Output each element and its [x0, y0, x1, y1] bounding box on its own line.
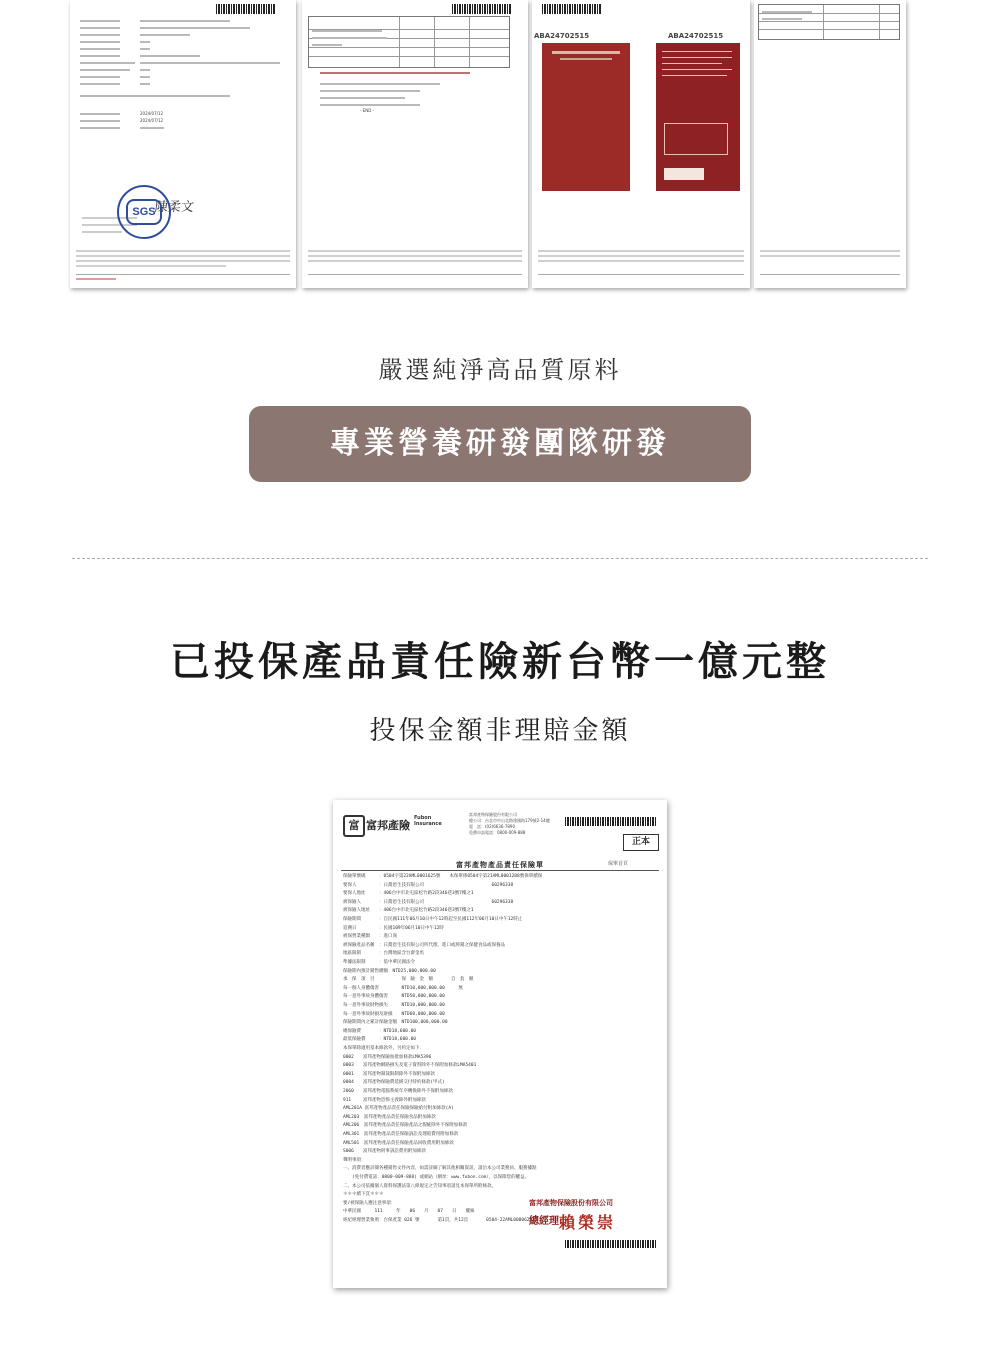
sgs-logo-icon: SGS: [126, 199, 162, 225]
fubon-logo-icon: 富: [343, 815, 365, 837]
policy-line: AML203 富邦產物產品責任保險食品附加條款: [343, 1114, 436, 1120]
insurer-name-en: Fubon Insurance: [414, 815, 442, 827]
barcode: [565, 817, 657, 826]
policy-line: 0003 富邦產物網路損失及電子資料除外不保附加條款LMA5401: [343, 1063, 477, 1069]
policy-line: 每一意外事故身體傷害 NTD50,000,000.00: [343, 994, 445, 1000]
seal-name: 賴榮崇: [559, 1213, 617, 1232]
policy-line: 被保險人地址 ：406台中市北屯區松竹路2段346巷3號7樓之1: [343, 908, 474, 914]
report-page-1: [70, 0, 296, 288]
seal-company: 富邦產物保險股份有限公司: [529, 1199, 613, 1207]
policy-line: AML201A 富邦產物產品責任保險保險給付附加條款(A): [343, 1106, 454, 1112]
policy-line: 保險期間內之累計保險金額 NTD100,000,000.00: [343, 1020, 448, 1026]
date-received: 2024/07/12: [140, 111, 164, 116]
policy-line: AML206 富邦產物產品責任保險產品之瑕疵除外不保附加條款: [343, 1123, 468, 1129]
policy-line: 每一意外事故財損及財損 NTD60,000,000.00: [343, 1011, 445, 1017]
insurance-heading: 已投保產品責任險新台幣一億元整: [170, 639, 830, 685]
policy-line: S006 富邦產物刑事訴訟費用附加條款: [343, 1149, 426, 1155]
policy-line: 911 富邦產物恐怖主義除外附加條款: [343, 1097, 426, 1103]
policy-title: 富邦產物產品責任保險單: [456, 861, 544, 869]
method-table: [758, 4, 900, 40]
policy-line: 0084 富邦產物保險費延緩交付特約條款(甲式): [343, 1080, 445, 1086]
policy-line: 追溯日 ：民國109年06月10日中午12時: [343, 925, 444, 931]
policy-line: 本保單除適用基本條款外，另約定如下：: [343, 1046, 424, 1051]
policy-line: 被保險產品名稱 ：日喬恩生技有限公司所代理、進口或經銷之保健食品或保養品: [343, 942, 505, 948]
policy-line: 經紀經理營業執照：台保產業 026 號 第1頁，共12頁 0504-22AML0000625: [343, 1218, 533, 1223]
barcode-bottom: [565, 1240, 657, 1248]
policy-line: 聲明事項：: [343, 1157, 366, 1163]
section-divider: [72, 558, 928, 559]
page-label: 保單首頁: [608, 861, 629, 867]
policy-line: 中華民國 111 年 06 月 07 日 覆核: [343, 1209, 475, 1215]
section-subtitle: 嚴選純淨高品質原料: [378, 356, 622, 384]
test-report-strip: [70, 0, 906, 292]
policy-line: 準據法限制 ：依中華民國法令: [343, 960, 415, 965]
policy-line: 保險期間 ：自民國111年06月10日中午12時起至民國112年06月10日中午12時止: [343, 917, 523, 922]
end-marker: - END -: [360, 108, 375, 113]
policy-line: 總保險費 ：NTD18,600.00: [343, 1028, 417, 1034]
date-tested: 2024/07/12: [140, 118, 164, 123]
report-page-4: [754, 0, 906, 288]
policy-line: 每一個人身體傷害 NTD10,000,000.00 無: [343, 985, 463, 991]
policy-line: 每一意外事故財物損失 NTD10,000,000.00: [343, 1003, 445, 1008]
policy-line: 保險期內預計銷售總額：NTD25,000,000.00: [343, 968, 436, 974]
policy-line: 0001 富邦產物制裁限制除外不保附加條款: [343, 1071, 435, 1077]
policy-line: 一、消費者應詳閱各種銷售文件內容，如需詳細了解其他相關資訊，請洽本公司業務員、服務據點: [343, 1166, 537, 1172]
sgs-seal: [117, 185, 171, 239]
policy-line: ＊＊＊續下頁＊＊＊: [343, 1192, 384, 1198]
original-stamp: 正本: [623, 834, 659, 851]
policy-line: 要保人地址 ：406台中市北屯區松竹路2段346巷3號7樓之1: [343, 891, 474, 897]
product-photo-back: [656, 43, 740, 191]
policy-line: 2060 富邦產物電腦系統年序轉換除外不保附加條款: [343, 1089, 453, 1094]
policy-line: 被保險人 ：日喬恩生技有限公司 60296338: [343, 899, 514, 905]
policy-line: 保險單號碼 ：0504字第22AML0001625號 本保單係0504字第21AML0001288號保單續保: [343, 874, 543, 879]
policy-line: 地區限制 ：台灣地區含台澎金馬: [343, 951, 424, 957]
product-photo-front: [542, 43, 630, 191]
policy-line: 要保人 ：日喬恩生技有限公司 60296338: [343, 882, 514, 888]
insurer-address: 富邦產物保險股份有限公司 總公司：台北市中山北路建國路179號2-14樓 電 話：(02)6636-7890 免費申訴電話：0800-009-888: [469, 812, 550, 835]
report-number-2: ABA24702515: [668, 32, 724, 40]
results-table: [308, 16, 510, 68]
report-number-1: ABA24702515: [534, 32, 590, 40]
report-page-2: [302, 0, 528, 288]
policy-line: 0002 富邦產物保險加批加條款LMA5396: [343, 1054, 432, 1060]
report-page-3: [532, 0, 750, 288]
policy-line: AML301 富邦產物產品責任保險訴訟及理賠費用附加條款: [343, 1132, 459, 1137]
policy-line: 承 保 項 目 保 險 金 額 自 負 額: [343, 977, 474, 983]
policy-line: 被保營業種類 ：進口商: [343, 934, 397, 940]
policy-line: 最低保險費 ：NTD18,600.00: [343, 1037, 417, 1043]
seal-title: 總經理: [529, 1216, 559, 1227]
policy-line: 要/被保險人應注意事項：: [343, 1200, 396, 1206]
policy-line: AML501 富邦產物產品責任保險產品回收費用附加條款: [343, 1140, 454, 1146]
signature: 陳柔文: [153, 200, 195, 215]
rd-team-banner: 專業營養研發團隊研發: [249, 406, 751, 482]
company-seal: [529, 1198, 633, 1234]
policy-line: 二、本公司依據個人資料保護法第八條規定之告知事項請見本保單所附條款。: [343, 1183, 496, 1189]
insurer-name: 富邦產險: [366, 819, 410, 832]
insurance-subheading: 投保金額非理賠金額: [369, 716, 631, 746]
policy-line: (免付費電話：0800-009-888) 或網站（網址：www.fubon.com），以保障您的權益。: [343, 1175, 530, 1180]
insurance-certificate: [333, 800, 667, 1288]
